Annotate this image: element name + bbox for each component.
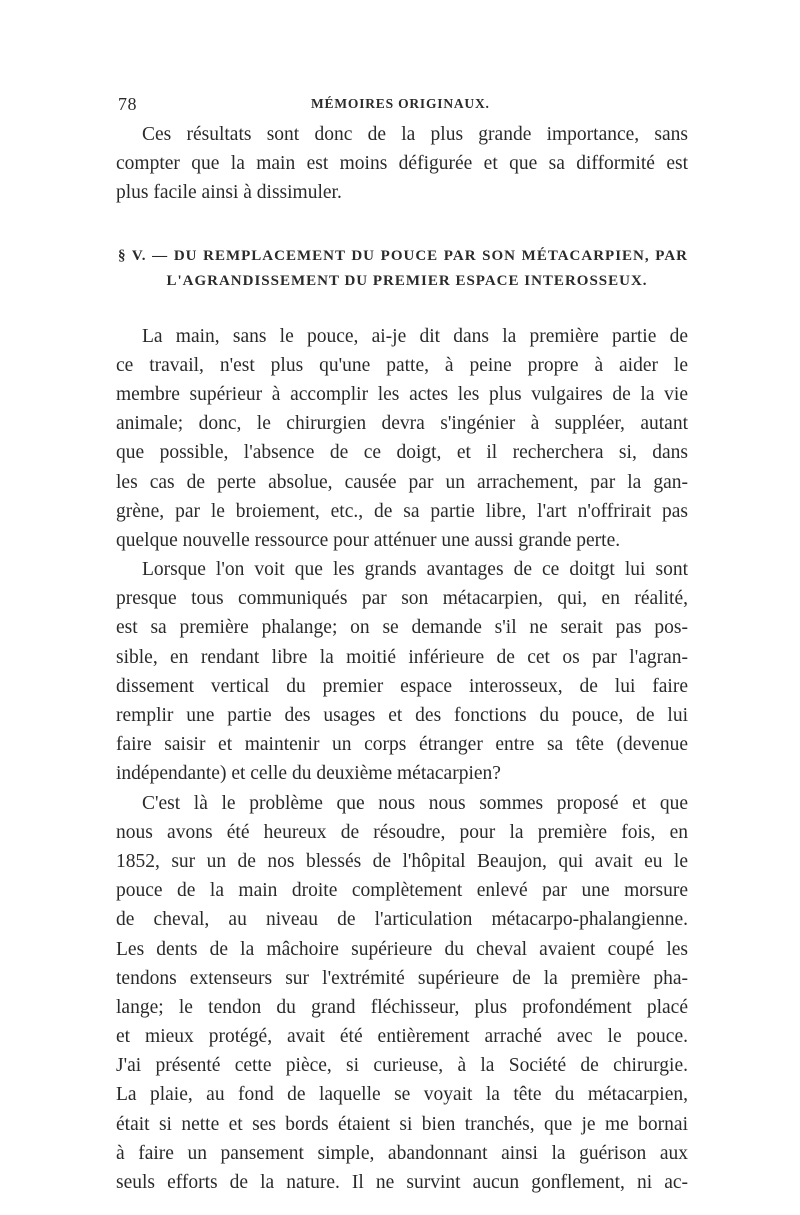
text-line: quelque nouvelle ressource pour atténuer une aussi grande perte. bbox=[116, 529, 621, 551]
text-line: ce travail, n'est plus qu'une patte, à peine propre à aider le bbox=[116, 354, 688, 376]
text-line: que possible, l'absence de ce doigt, et il recherchera si, dans bbox=[116, 442, 688, 464]
text-line: J'ai présenté cette pièce, si curieuse, à la Société de chirurgie. bbox=[116, 1055, 688, 1077]
text-line: les cas de perte absolue, causée par un arrachement, par la gan- bbox=[116, 471, 688, 493]
text-line: indépendante) et celle du deuxième métacarpien? bbox=[116, 763, 501, 785]
text-line: animale; donc, le chirurgien devra s'ingénier à suppléer, autant bbox=[116, 413, 688, 435]
book-page bbox=[116, 94, 688, 1197]
intro-paragraph bbox=[116, 120, 688, 208]
text-line: compter que la main est moins défigurée et que sa difformité est bbox=[116, 153, 688, 175]
text-line: Ces résultats sont donc de la plus grande importance, sans bbox=[142, 124, 688, 145]
text-line: lange; le tendon du grand fléchisseur, plus profondément placé bbox=[116, 996, 688, 1018]
running-title: MÉMOIRES ORIGINAUX. bbox=[311, 96, 490, 111]
running-header bbox=[116, 94, 688, 120]
section-heading-line: § V. — DU REMPLACEMENT DU POUCE PAR SON MÉTACARPIEN, PAR bbox=[118, 247, 688, 264]
text-line: remplir une partie des usages et des fonctions du pouce, de lui bbox=[116, 705, 688, 726]
text-line: grène, par le broiement, etc., de sa partie libre, l'art n'offrirait pas bbox=[116, 500, 688, 522]
text-line: presque tous communiqués par son métacarpien, qui, en réalité, bbox=[116, 588, 688, 610]
text-line: à faire un pansement simple, abandonnant ainsi la guérison aux bbox=[116, 1142, 688, 1164]
text-line: tendons extenseurs sur l'extrémité supérieure de la première pha- bbox=[116, 967, 688, 989]
text-line: était si nette et ses bords étaient si bien tranchés, que je me bornai bbox=[116, 1113, 688, 1135]
text-line: membre supérieur à accomplir les actes les plus vulgaires de la vie bbox=[116, 383, 688, 405]
text-line: faire saisir et maintenir un corps étranger entre sa tête (devenue bbox=[116, 734, 688, 756]
text-line: sible, en rendant libre la moitié inférieure de cet os par l'agran- bbox=[116, 646, 688, 668]
page-number: 78 bbox=[118, 94, 137, 114]
paragraph bbox=[116, 555, 688, 789]
text-line: nous avons été heureux de résoudre, pour la première fois, en bbox=[116, 821, 688, 843]
text-line: La plaie, au fond de laquelle se voyait la tête du métacarpien, bbox=[116, 1084, 688, 1106]
text-line: seuls efforts de la nature. Il ne survint aucun gonflement, ni ac- bbox=[116, 1172, 688, 1193]
text-line: Lorsque l'on voit que les grands avantages de ce doitgt lui sont bbox=[142, 559, 688, 581]
text-line: 1852, sur un de nos blessés de l'hôpital Beaujon, qui avait eu le bbox=[116, 850, 688, 872]
text-line: C'est là le problème que nous nous sommes proposé et que bbox=[142, 792, 688, 814]
text-line: pouce de la main droite complètement enlevé par une morsure bbox=[116, 880, 688, 902]
text-line: dissement vertical du premier espace interosseux, de lui faire bbox=[116, 675, 688, 697]
text-line: de cheval, au niveau de l'articulation métacarpo-phalangienne. bbox=[116, 909, 688, 931]
section-heading bbox=[116, 244, 688, 294]
text-line: Les dents de la mâchoire supérieure du cheval avaient coupé les bbox=[116, 938, 688, 960]
section-heading-line: L'AGRANDISSEMENT DU PREMIER ESPACE INTEROSSEUX. bbox=[166, 272, 648, 289]
paragraph bbox=[116, 322, 688, 556]
text-line: et mieux protégé, avait été entièrement arraché avec le pouce. bbox=[116, 1026, 688, 1048]
paragraph bbox=[116, 789, 688, 1198]
text-line: La main, sans le pouce, ai-je dit dans la première partie de bbox=[142, 325, 688, 347]
text-line: plus facile ainsi à dissimuler. bbox=[116, 182, 342, 204]
body-text bbox=[116, 322, 688, 1198]
text-line: est sa première phalange; on se demande s'il ne serait pas pos- bbox=[116, 617, 688, 639]
